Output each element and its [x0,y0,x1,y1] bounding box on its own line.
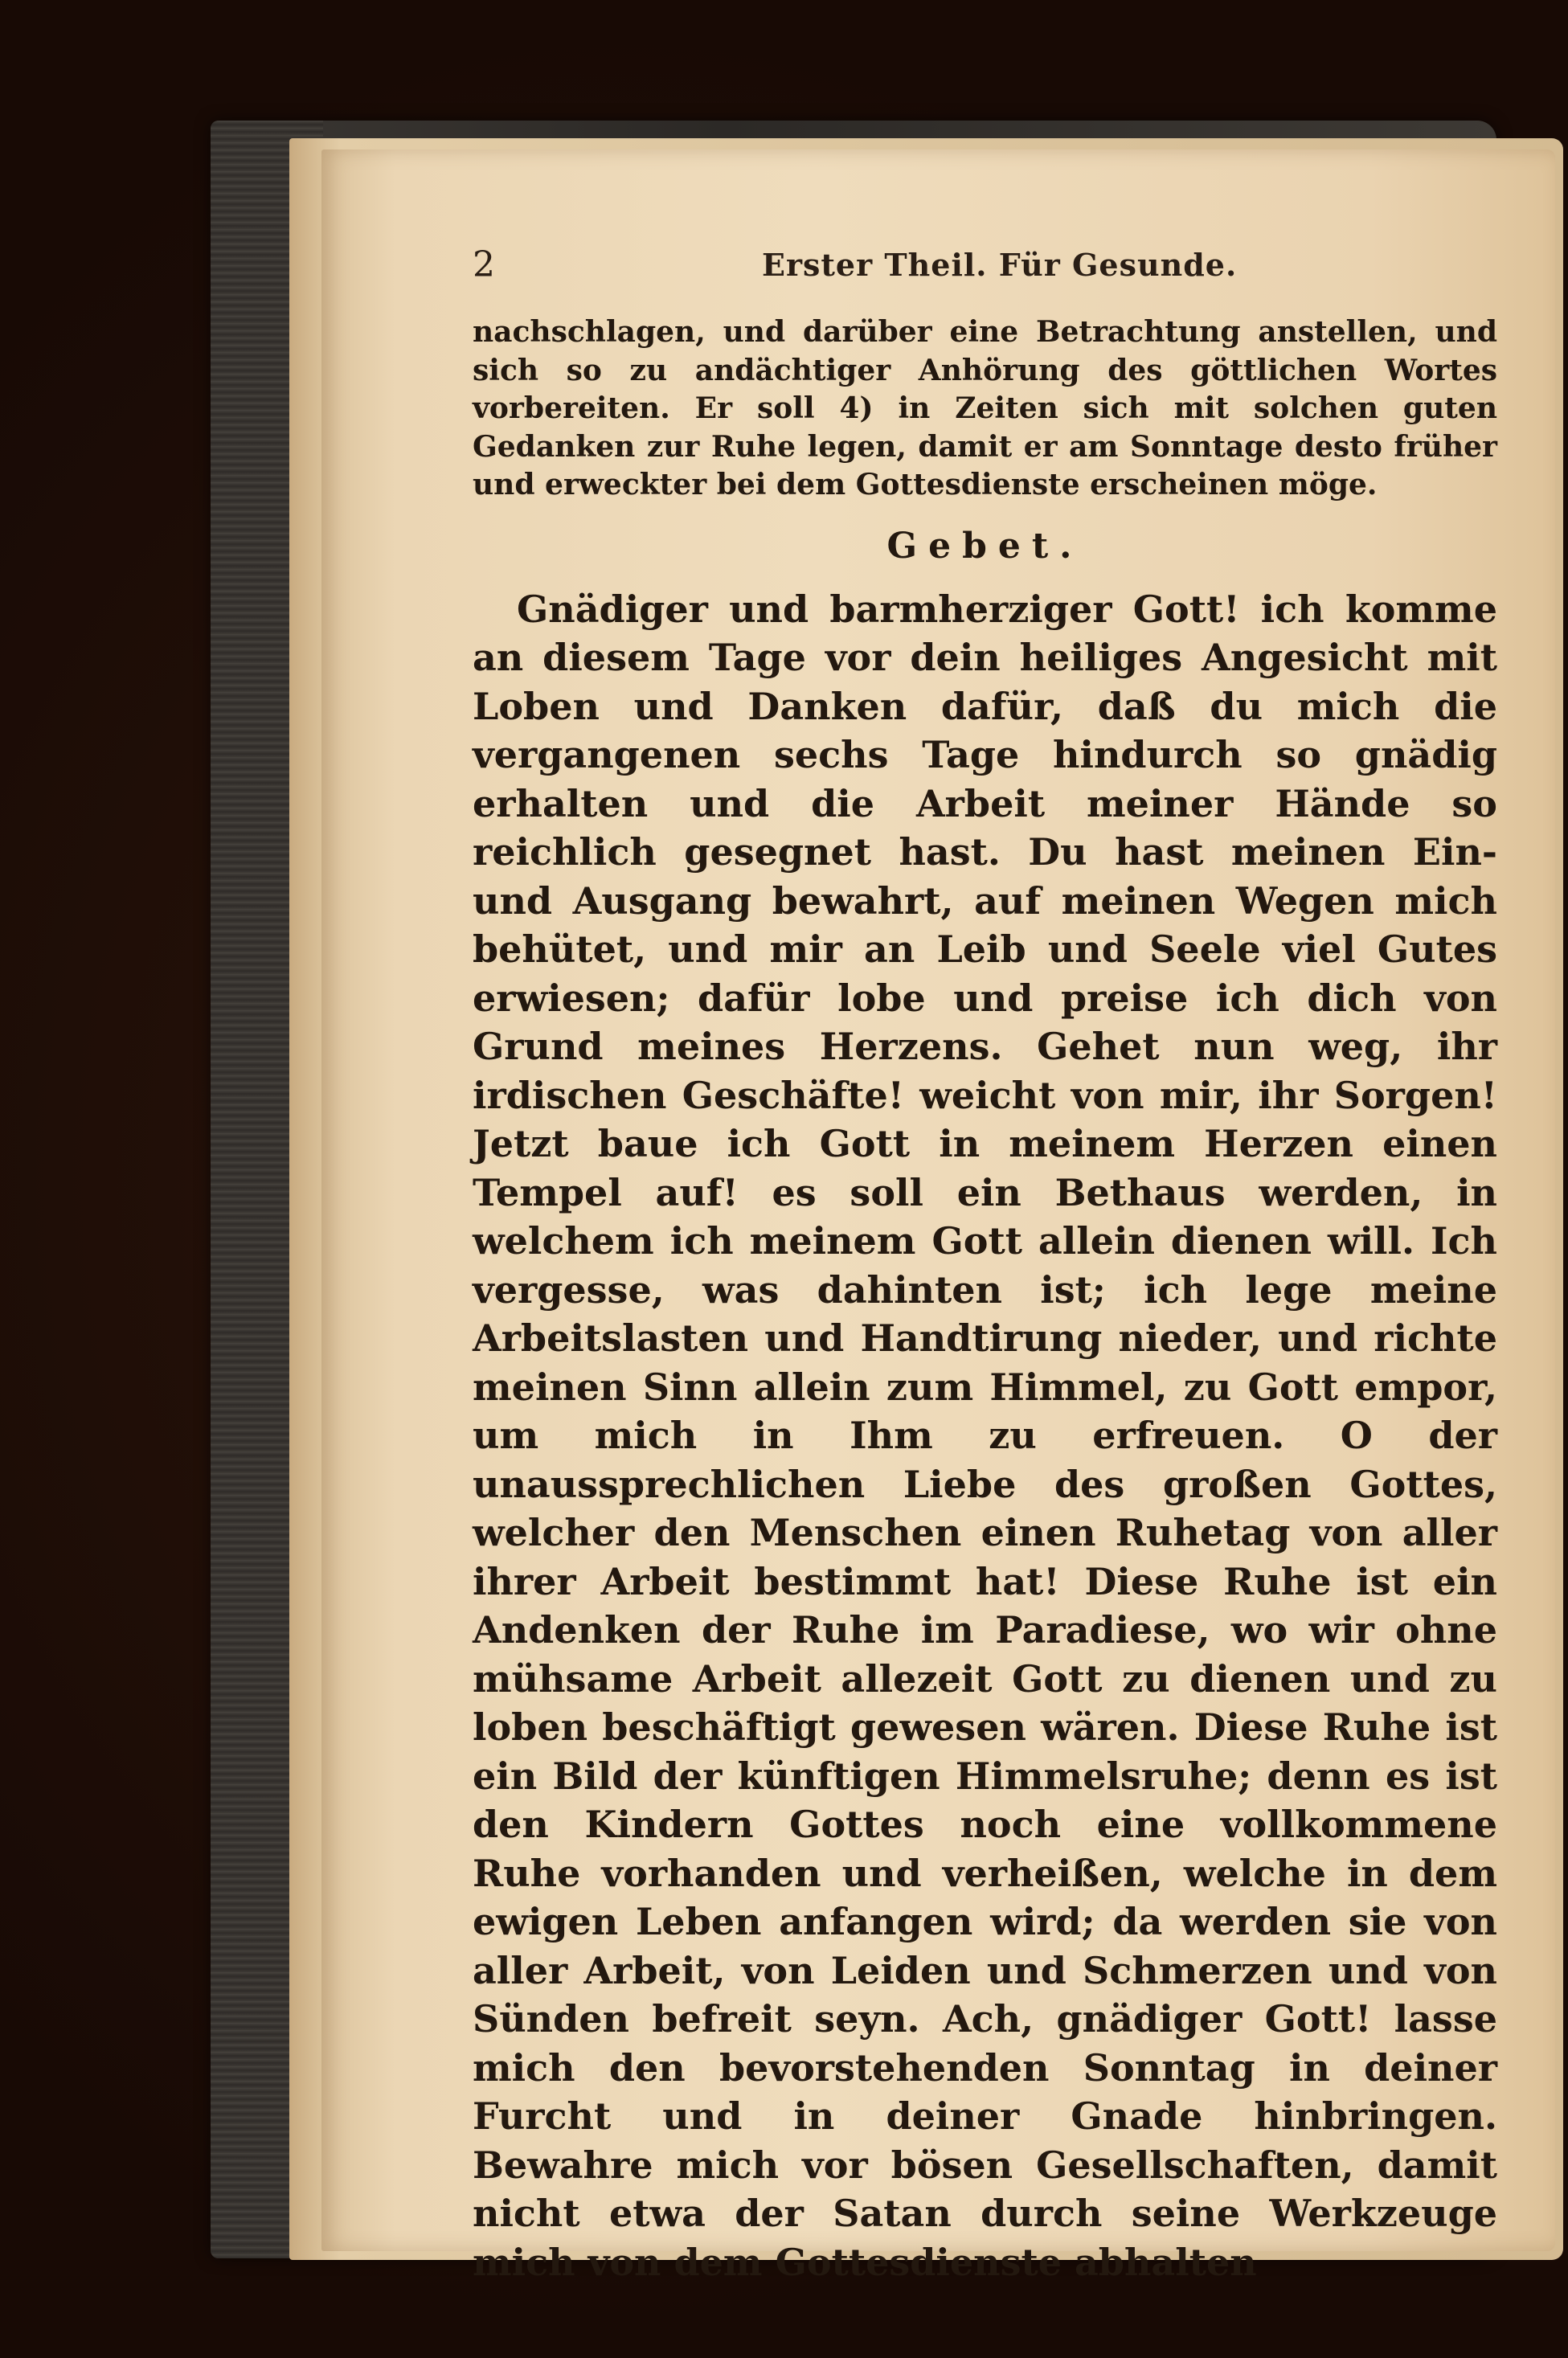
page-number: 2 [473,244,495,285]
prayer-heading: Gebet. [886,525,1083,567]
text-block [473,313,1497,2286]
prayer-paragraph: Gnädiger und barmherziger Gott! ich komme an diesem Tage vor dein heiliges Angesicht mit Loben und Danken dafür, daß du mich die vergangenen sechs Tage hindurch so gnädig erhalten und die Arbeit meiner Hände so reichlich gesegnet hast. Du hast meinen Ein- und Ausgang bewahrt, auf meinen Wegen mich behütet, und mir an Leib und Seele viel Gutes erwiesen; dafür lobe und preise ich dich von Grund meines Herzens. Gehet nun weg, ihr irdischen Geschäfte! weicht von mir, ihr Sorgen! Jetzt baue ich Gott in meinem Herzen einen Tempel auf! es soll ein Bethaus werden, in welchem ich meinem Gott allein dienen will. Ich vergesse, was dahinten ist; ich lege meine Arbeitslasten und Handtirung nieder, und richte meinen Sinn allein zum Himmel, zu Gott empor, um mich in Ihm zu erfreuen. O der unaussprechlichen Liebe des großen Gottes, welcher den Menschen einen Ruhetag von aller ihrer Arbeit bestimmt hat! Diese Ruhe ist ein Andenken der Ruhe im Paradiese, wo wir ohne mühsame Arbeit allezeit Gott zu dienen und zu loben beschäftigt gewesen wären. Diese Ruhe ist ein Bild der künftigen Himmelsruhe; denn es ist den Kindern Gottes noch eine vollkommene Ruhe vorhanden und verheißen, welche in dem ewigen Leben anfangen wird; da werden sie von aller Arbeit, von Leiden und Schmerzen und von Sünden befreit seyn. Ach, gnädiger Gott! lasse mich den bevorstehenden Sonntag in deiner Furcht und in deiner Gnade hinbringen. Bewahre mich vor bösen Gesellschaften, damit nicht etwa der Satan durch seine Werkzeuge mich von dem Gottesdienste abhalten [473,587,1497,2284]
running-title: Erster Theil. Für Gesunde. [762,247,1238,283]
intro-paragraph: nachschlagen, und darüber eine Betrachtung anstellen, und sich so zu andächtiger Anhörung des göttlichen Wortes vorbereiten. Er soll 4) in Zeiten sich mit solchen guten Gedanken zur Ruhe legen, damit er am Sonntage desto früher und erweckter bei dem Gottesdienste erscheinen möge. [473,315,1497,501]
running-head [473,241,1509,289]
